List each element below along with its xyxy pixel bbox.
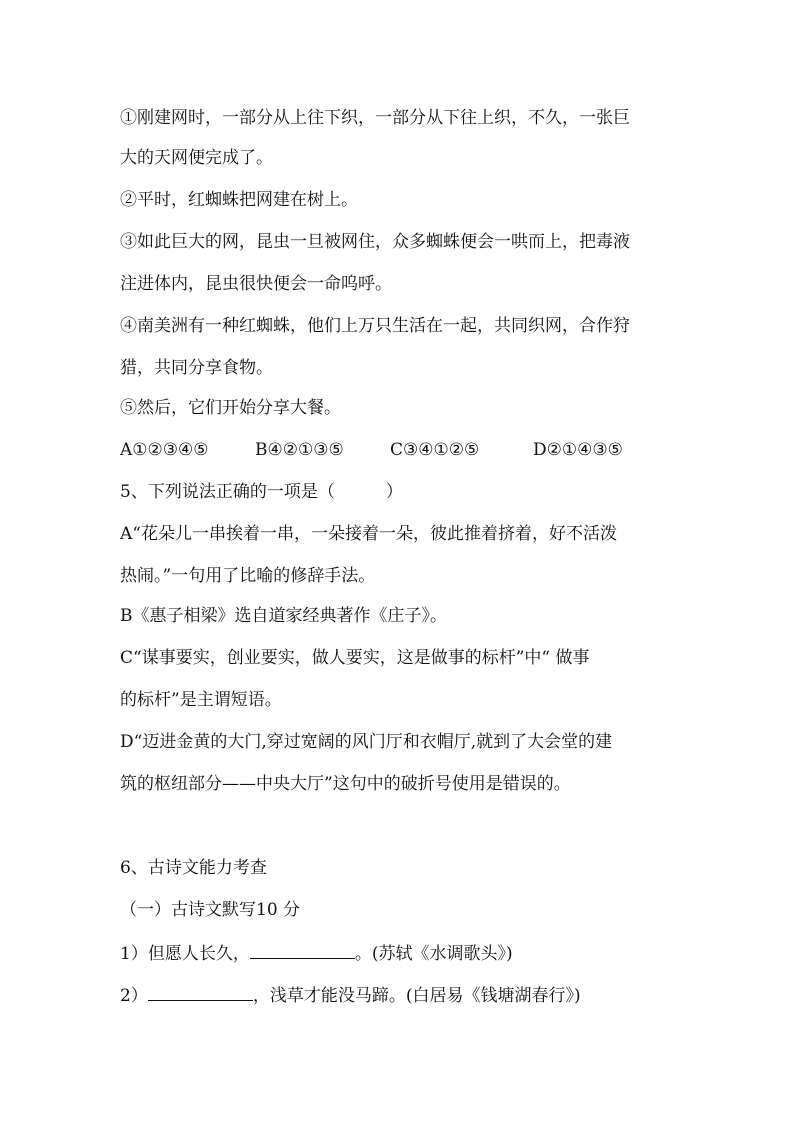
- q5-option-line: 筑的枢纽部分——中央大厅”这句中的破折号使用是错误的。: [120, 774, 571, 794]
- q4-item-line: 注进体内，昆虫很快便会一命呜呼。: [120, 274, 392, 294]
- poem-item-1-text-before: 1）但愿人长久，: [120, 944, 250, 964]
- q5-option-line: D“迈进金黄的大门,穿过宽阔的风门厅和衣帽厅,就到了大会堂的建: [120, 732, 613, 752]
- q5-stem: 5、下列说法正确的一项是（ ）: [120, 482, 403, 502]
- q4-item-line: ③如此巨大的网，昆虫一旦被网住，众多蜘蛛便会一哄而上，把毒液: [120, 232, 630, 252]
- poem-fill-item-2: [120, 982, 690, 1008]
- q4-options: [120, 438, 690, 462]
- q5-option-line: A“花朵儿一串挨着一串，一朵接着一朵，彼此推着挤着，好不活泼: [120, 524, 617, 544]
- q4-option-d: D②①④③⑤: [533, 440, 623, 460]
- q4-item-line: ⑤然后，它们开始分享大餐。: [120, 398, 341, 418]
- q5-option-line: C“谋事要实，创业要实，做人要实，这是做事的标杆”中“ 做事: [120, 648, 590, 668]
- q4-item-line: ④南美洲有一种红蜘蛛，他们上万只生活在一起，共同织网，合作狩: [120, 316, 630, 336]
- poem-item-2-text-before: 2）: [120, 986, 148, 1006]
- q6-title: 6、古诗文能力考查: [120, 858, 267, 878]
- answer-blank-1[interactable]: [250, 940, 355, 959]
- poem-item-2-text-after: ，浅草才能没马蹄。(白居易《钱塘湖春行》): [252, 986, 581, 1006]
- answer-blank-2[interactable]: [148, 982, 253, 1001]
- q4-item-line: ②平时，红蜘蛛把网建在树上。: [120, 190, 358, 210]
- q5-option-line: 热闹。”一句用了比喻的修辞手法。: [120, 566, 376, 586]
- q6-section-title: （一）古诗文默写10 分: [120, 900, 301, 920]
- q5-option-line: B《惠子相梁》选自道家经典著作《庄子》。: [120, 606, 447, 626]
- q4-option-a: A①②③④⑤: [120, 440, 209, 460]
- poem-item-1-text-after: 。(苏轼《水调歌头》): [354, 944, 513, 964]
- q4-item-line: ①刚建网时，一部分从上往下织，一部分从下往上织，不久，一张巨: [120, 108, 630, 128]
- q4-item-line: 大的天网便完成了。: [120, 148, 273, 168]
- poem-fill-item-1: [120, 940, 690, 966]
- q5-option-line: 的标杆”是主谓短语。: [120, 690, 282, 710]
- q4-option-b: B④②①③⑤: [255, 440, 344, 460]
- q4-item-line: 猎，共同分享食物。: [120, 358, 273, 378]
- q4-option-c: C③④①②⑤: [390, 440, 480, 460]
